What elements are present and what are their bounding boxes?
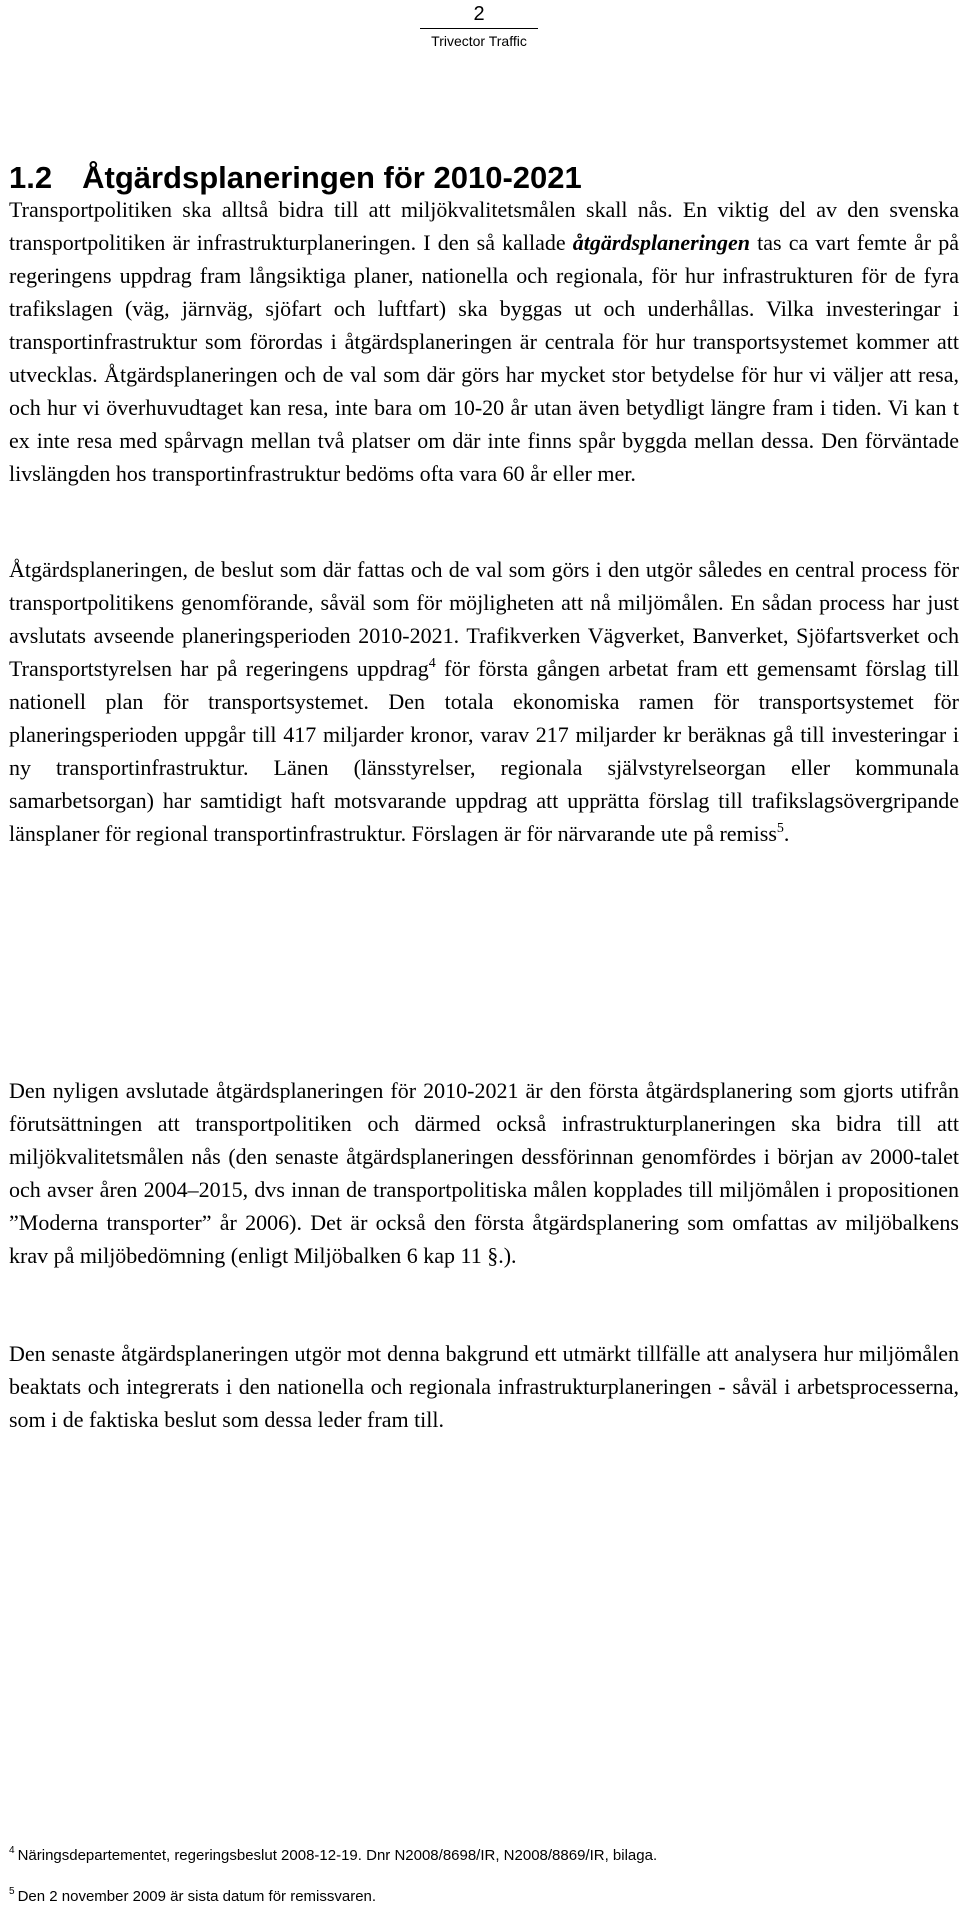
- paragraph-4: [9, 1337, 959, 1436]
- footnote-5: [9, 1881, 949, 1908]
- footnote-mark: 4: [9, 1845, 15, 1856]
- paragraph-2-text-c: .: [783, 821, 790, 846]
- paragraph-2-text-b: för första gången arbetat fram ett gemensamt förslag till nationell plan för transportsystemet. Den totala ekonomiska ramen för transportsystemet för planeringsperioden uppgår till 417 miljarder kronor, varav 217 miljarder kr beräknas gå till investeringar i ny transportinfrastruktur. Länen (länsstyrelser, regionala självstyrelseorgan eller kommunala samarbetsorgan) har samtidigt haft motsvarande uppdrag att upprätta förslag till trafikslagsövergripande länsplaner för regional transportinfrastruktur. Förslagen är för närvarande ute på remiss: [9, 656, 959, 846]
- paragraph-1-text-a: Transportpolitiken ska alltså bidra till att miljökvalitetsmålen skall nås. En viktig del av den svenska transportpolitiken är infrastrukturplaneringen. I den så kallade: [9, 197, 959, 255]
- footnote-ref-4[interactable]: 4: [428, 656, 436, 671]
- paragraph-1: [9, 193, 959, 490]
- section-title: Åtgärdsplaneringen för 2010-2021: [82, 160, 582, 195]
- emphasized-term: åtgärdsplaneringen: [572, 230, 751, 255]
- paragraph-3-text: Den nyligen avslutade åtgärdsplaneringen för 2010-2021 är den första åtgärdsplanering som gjorts utifrån förutsättningen att transportpolitiken och därmed också infrastrukturplaneringen ska bidra till att miljökvalitetsmålen nås (den senaste åtgärdsplaneringen dessförinnan genomfördes i början av 2000-talet och avser åren 2004–2015, dvs innan de transportpolitiska målen kopplades till miljömålen i propositionen ”Moderna transporter” år 2006). Det är också den första åtgärdsplanering som omfattas av miljöbalkens krav på miljöbedömning (enligt Miljöbalken 6 kap 11 §.).: [9, 1078, 959, 1268]
- paragraph-4-text: Den senaste åtgärdsplaneringen utgör mot denna bakgrund ett utmärkt tillfälle att analysera hur miljömålen beaktats och integrerats i den nationella och regionala infrastrukturplaneringen - såväl i arbetsprocesserna, som i de faktiska beslut som dessa leder fram till.: [9, 1341, 959, 1432]
- footnote-4: [9, 1840, 949, 1867]
- paragraph-1-text-b: tas ca vart femte år på regeringens uppdrag fram långsiktiga planer, nationella och regionala, för hur infrastrukturen för de fyra trafikslagen (väg, järnväg, sjöfart och luftfart) ska byggas ut och underhållas. Vilka investeringar i transportinfrastruktur som förordas i åtgärdsplaneringen är centrala för hur transportsystemet kommer att utvecklas. Åtgärdsplaneringen och de val som där görs har mycket stor betydelse för hur vi väljer att resa, och hur vi överhuvudtaget kan resa, inte bara om 10-20 år utan även betydligt längre fram i tiden. Vi kan t ex inte resa med spårvagn mellan två platser om där inte finns spår byggda mellan dessa. Den förväntade livslängden hos transportinfrastruktur bedöms ofta vara 60 år eller mer.: [9, 230, 959, 486]
- page-number: 2: [473, 3, 485, 25]
- section-number: 1.2: [9, 160, 53, 195]
- footnote-mark: 5: [9, 1886, 15, 1897]
- footnotes: [9, 1840, 949, 1908]
- paragraph-2: [9, 553, 959, 850]
- footnote-text: Näringsdepartementet, regeringsbeslut 2008-12-19. Dnr N2008/8698/IR, N2008/8869/IR, bilaga.: [17, 1847, 658, 1864]
- section-heading: [9, 158, 582, 198]
- page-header: [420, 2, 538, 49]
- paragraph-2-text-a: Åtgärdsplaneringen, de beslut som där fattas och de val som görs i den utgör således en central process för transportpolitikens genomförande, såväl som för möjligheten att nå miljömålen. En sådan process har just avslutats avseende planeringsperioden 2010-2021. Trafikverken Vägverket, Banverket, Sjöfartsverket och Transportstyrelsen har på regeringens uppdrag: [9, 557, 959, 681]
- footnote-ref-5[interactable]: 5: [776, 821, 784, 836]
- running-head: Trivector Traffic: [431, 33, 527, 49]
- paragraph-3: [9, 1074, 959, 1272]
- footnote-text: Den 2 november 2009 är sista datum för remissvaren.: [17, 1888, 377, 1905]
- header-divider: [420, 28, 538, 29]
